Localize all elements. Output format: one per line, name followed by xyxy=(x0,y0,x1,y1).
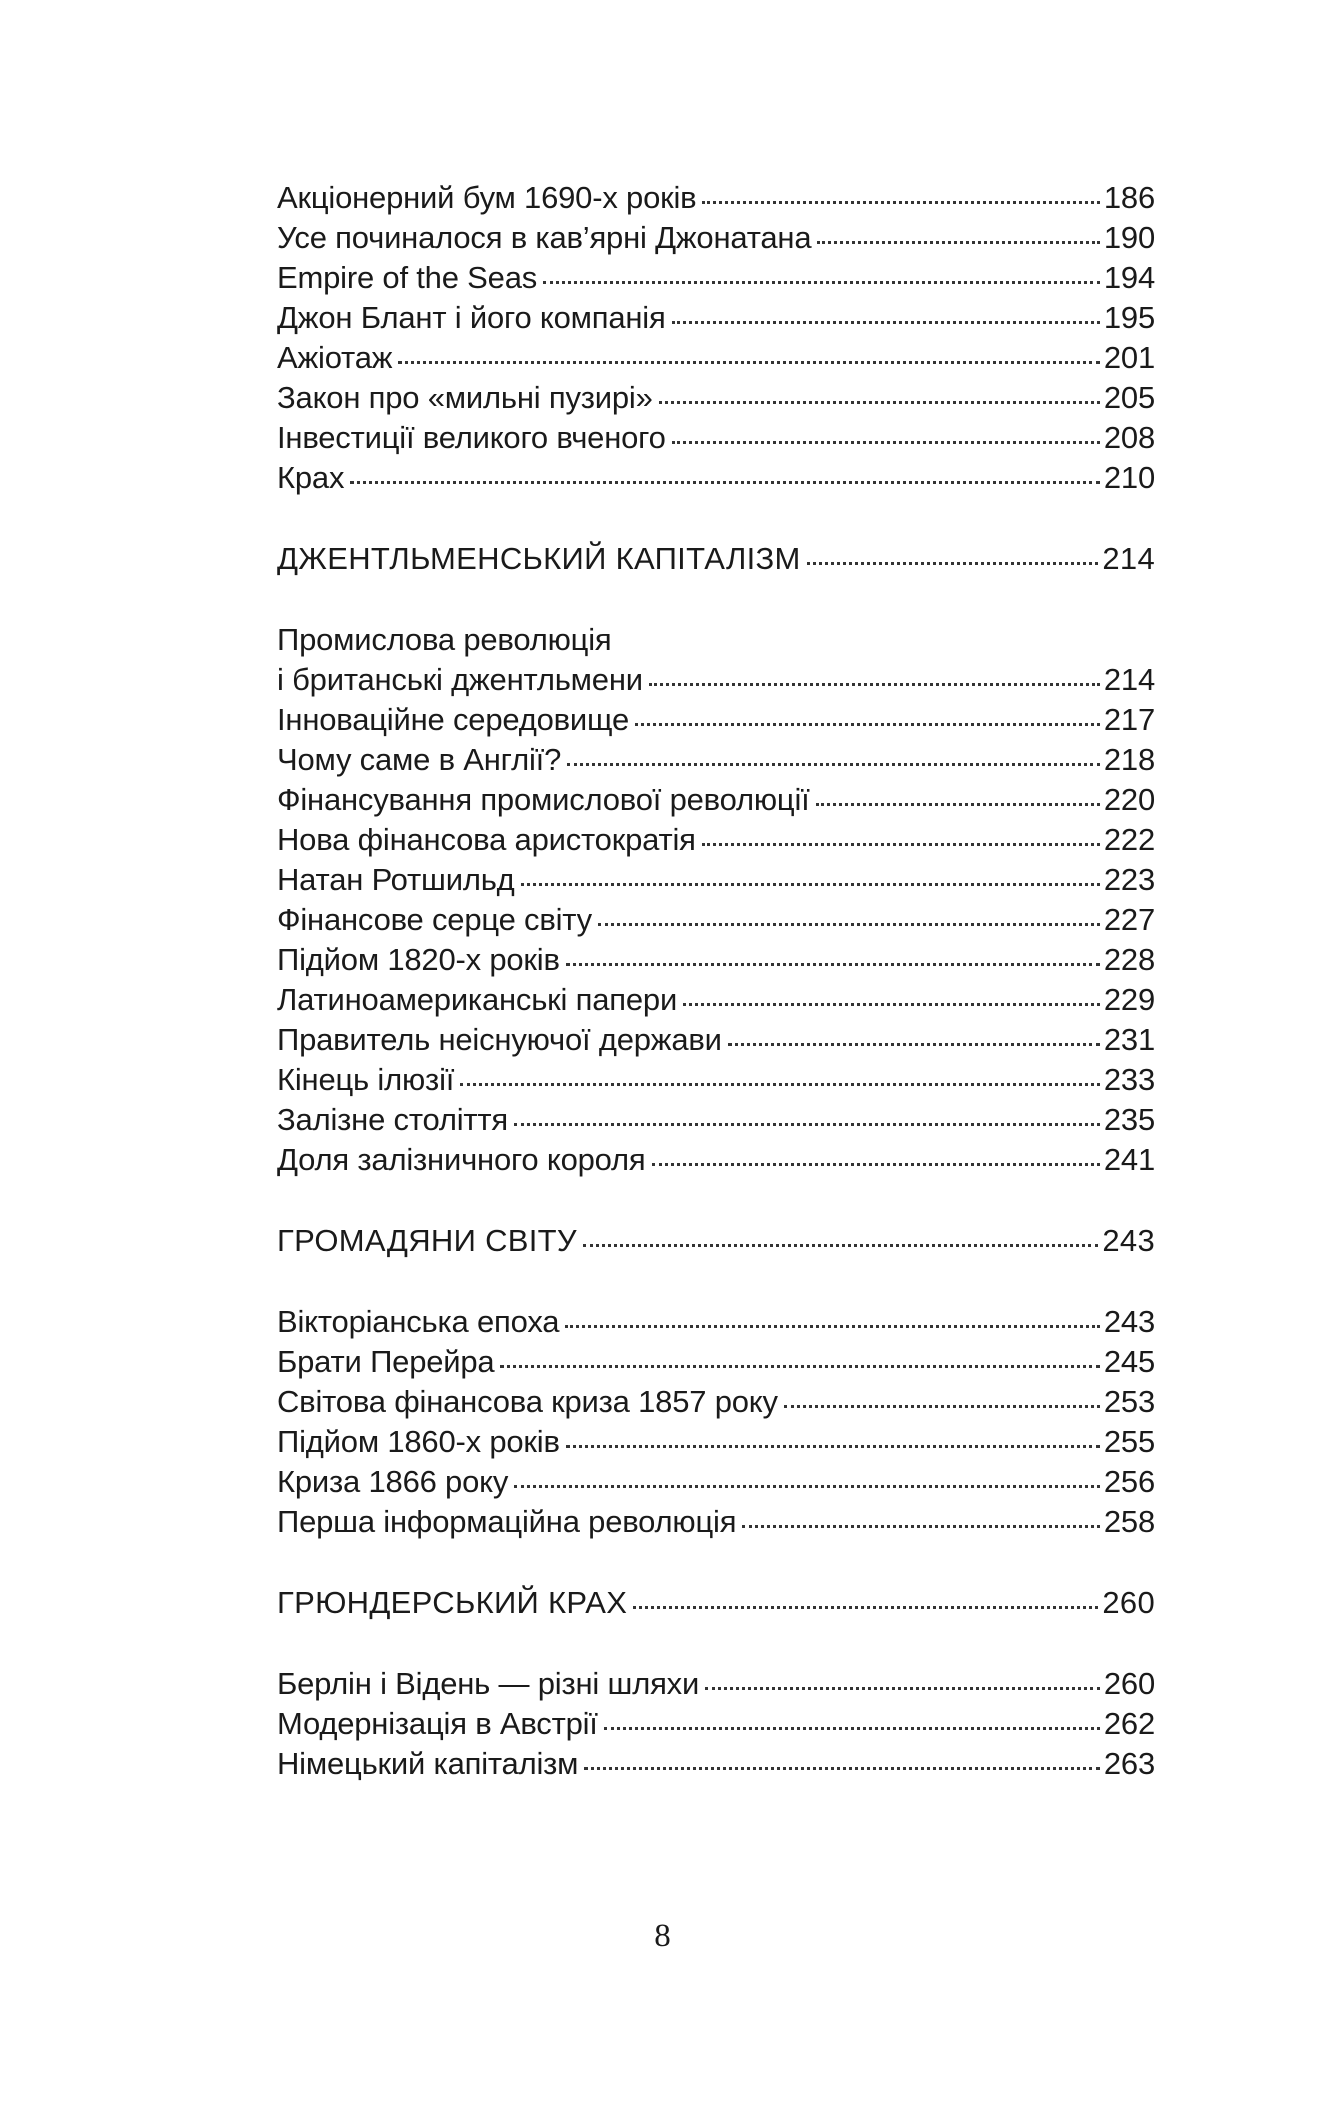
toc-group-4 xyxy=(277,1664,1155,1784)
table-of-contents xyxy=(277,178,1155,1784)
dot-leader xyxy=(816,803,1100,806)
toc-entry-title: Empire of the Seas xyxy=(277,260,538,295)
dot-leader xyxy=(398,361,1100,364)
toc-entry-head: Промислова революція xyxy=(277,622,612,657)
toc-entry-page: 205 xyxy=(1103,380,1155,415)
dot-leader xyxy=(514,1123,1100,1126)
dot-leader xyxy=(742,1525,1100,1528)
toc-entry xyxy=(277,660,1155,700)
toc-section-page: 243 xyxy=(1102,1223,1155,1258)
toc-entry-title: Фінансування промислової революції xyxy=(277,782,810,817)
toc-entry-page: 223 xyxy=(1103,862,1155,897)
toc-section-page: 214 xyxy=(1102,541,1155,576)
toc-entry xyxy=(277,218,1155,258)
toc-entry-title: Німецький капіталізм xyxy=(277,1746,579,1781)
toc-section-title: ДЖЕНТЛЬМЕНСЬКИЙ КАПІТАЛІЗМ xyxy=(277,541,801,576)
toc-entry-page: 253 xyxy=(1103,1384,1155,1419)
dot-leader xyxy=(784,1405,1100,1408)
toc-group-2 xyxy=(277,620,1155,1180)
dot-leader xyxy=(672,441,1100,444)
toc-entry-title: Світова фінансова криза 1857 року xyxy=(277,1384,778,1419)
dot-leader xyxy=(566,1445,1100,1448)
toc-entry-title: Підйом 1860-х років xyxy=(277,1424,560,1459)
toc-entry xyxy=(277,980,1155,1020)
toc-entry-title: Модернізація в Австрії xyxy=(277,1706,598,1741)
toc-entry xyxy=(277,458,1155,498)
toc-entry-page: 220 xyxy=(1103,782,1155,817)
dot-leader xyxy=(652,1163,1100,1166)
dot-leader xyxy=(807,562,1099,565)
toc-entry-title: Інвестиції великого вченого xyxy=(277,420,666,455)
toc-entry xyxy=(277,338,1155,378)
toc-entry xyxy=(277,1100,1155,1140)
toc-entry-page: 263 xyxy=(1103,1746,1155,1781)
toc-entry-page: 235 xyxy=(1103,1102,1155,1137)
toc-entry-page: 260 xyxy=(1103,1666,1155,1701)
dot-leader xyxy=(460,1083,1100,1086)
toc-section-title: ГРЮНДЕРСЬКИЙ КРАХ xyxy=(277,1585,628,1620)
toc-section-page: 260 xyxy=(1102,1585,1155,1620)
toc-section-heading xyxy=(277,1583,1155,1623)
toc-entry xyxy=(277,1704,1155,1744)
toc-entry-title: Натан Ротшильд xyxy=(277,862,515,897)
toc-entry xyxy=(277,378,1155,418)
toc-entry-title: Залізне століття xyxy=(277,1102,508,1137)
dot-leader xyxy=(500,1365,1099,1368)
toc-entry-page: 256 xyxy=(1103,1464,1155,1499)
toc-entry-title: Перша інформаційна революція xyxy=(277,1504,737,1539)
toc-section-heading xyxy=(277,539,1155,579)
toc-entry-page: 241 xyxy=(1103,1142,1155,1177)
toc-entry xyxy=(277,820,1155,860)
toc-group-1 xyxy=(277,178,1155,498)
toc-entry-title: Закон про «мильні пузирі» xyxy=(277,380,653,415)
dot-leader xyxy=(649,683,1100,686)
section-spacer xyxy=(277,1180,1155,1221)
section-spacer xyxy=(277,1261,1155,1302)
toc-entry-page: 222 xyxy=(1103,822,1155,857)
toc-entry-page: 217 xyxy=(1103,702,1155,737)
dot-leader xyxy=(521,883,1100,886)
dot-leader xyxy=(728,1043,1100,1046)
toc-entry-page: 201 xyxy=(1103,340,1155,375)
toc-entry-title: Кінець ілюзії xyxy=(277,1062,455,1097)
dot-leader xyxy=(566,963,1100,966)
toc-entry xyxy=(277,740,1155,780)
toc-entry-title: Крах xyxy=(277,460,345,495)
dot-leader xyxy=(514,1485,1100,1488)
dot-leader xyxy=(633,1606,1098,1609)
toc-entry xyxy=(277,700,1155,740)
toc-entry-title: Брати Перейра xyxy=(277,1344,495,1379)
dot-leader xyxy=(583,1244,1098,1247)
toc-entry-page: 190 xyxy=(1103,220,1155,255)
toc-entry xyxy=(277,900,1155,940)
page-number: 8 xyxy=(654,1918,671,1954)
toc-entry-title: і британські джентльмени xyxy=(277,662,643,697)
toc-entry xyxy=(277,780,1155,820)
toc-entry xyxy=(277,418,1155,458)
dot-leader xyxy=(635,723,1100,726)
toc-entry-page: 186 xyxy=(1103,180,1155,215)
toc-entry xyxy=(277,860,1155,900)
dot-leader xyxy=(705,1687,1100,1690)
toc-entry-title: Підйом 1820-х років xyxy=(277,942,560,977)
dot-leader xyxy=(702,201,1099,204)
dot-leader xyxy=(598,923,1100,926)
toc-entry-title: Інноваційне середовище xyxy=(277,702,630,737)
toc-entry-title: Криза 1866 року xyxy=(277,1464,509,1499)
toc-entry-page: 258 xyxy=(1103,1504,1155,1539)
section-spacer xyxy=(277,1542,1155,1583)
toc-entry-title: Вікторіанська епоха xyxy=(277,1304,560,1339)
toc-entry xyxy=(277,1020,1155,1060)
toc-entry-title: Фінансове серце світу xyxy=(277,902,592,937)
toc-entry xyxy=(277,1664,1155,1704)
toc-entry-title: Берлін і Відень — різні шляхи xyxy=(277,1666,700,1701)
dot-leader xyxy=(543,281,1100,284)
toc-entry-page: 229 xyxy=(1103,982,1155,1017)
toc-entry-page: 210 xyxy=(1103,460,1155,495)
toc-entry-title: Латиноамериканські папери xyxy=(277,982,678,1017)
toc-entry-page: 227 xyxy=(1103,902,1155,937)
section-spacer xyxy=(277,579,1155,620)
section-spacer xyxy=(277,498,1155,539)
toc-entry xyxy=(277,1744,1155,1784)
toc-entry xyxy=(277,1140,1155,1180)
toc-entry-title: Акціонерний бум 1690-х років xyxy=(277,180,697,215)
dot-leader xyxy=(567,763,1100,766)
toc-entry-page: 194 xyxy=(1103,260,1155,295)
toc-entry-title: Усе починалося в кав’ярні Джонатана xyxy=(277,220,812,255)
dot-leader xyxy=(672,321,1100,324)
toc-entry xyxy=(277,1382,1155,1422)
toc-entry-title: Ажіотаж xyxy=(277,340,393,375)
toc-entry xyxy=(277,1422,1155,1462)
toc-entry-page: 262 xyxy=(1103,1706,1155,1741)
toc-entry-page: 195 xyxy=(1103,300,1155,335)
toc-entry-title: Чому саме в Англії? xyxy=(277,742,562,777)
toc-entry xyxy=(277,940,1155,980)
toc-entry xyxy=(277,298,1155,338)
toc-entry xyxy=(277,1462,1155,1502)
toc-entry-title: Доля залізничного короля xyxy=(277,1142,646,1177)
toc-entry-title: Джон Блант і його компанія xyxy=(277,300,666,335)
toc-section-heading xyxy=(277,1221,1155,1261)
dot-leader xyxy=(350,481,1100,484)
dot-leader xyxy=(702,843,1100,846)
toc-entry-title: Нова фінансова аристократія xyxy=(277,822,696,857)
toc-section-title: ГРОМАДЯНИ СВІТУ xyxy=(277,1223,577,1258)
toc-entry-page: 208 xyxy=(1103,420,1155,455)
toc-group-3 xyxy=(277,1302,1155,1542)
dot-leader xyxy=(817,241,1099,244)
toc-entry xyxy=(277,1060,1155,1100)
toc-entry-title: Правитель неіснуючої держави xyxy=(277,1022,722,1057)
toc-entry-page: 218 xyxy=(1103,742,1155,777)
toc-entry xyxy=(277,1342,1155,1382)
toc-entry-page: 214 xyxy=(1103,662,1155,697)
dot-leader xyxy=(604,1727,1100,1730)
toc-entry-page: 255 xyxy=(1103,1424,1155,1459)
toc-entry-page: 231 xyxy=(1103,1022,1155,1057)
toc-entry xyxy=(277,258,1155,298)
toc-entry-page: 245 xyxy=(1103,1344,1155,1379)
dot-leader xyxy=(565,1325,1100,1328)
section-spacer xyxy=(277,1623,1155,1664)
dot-leader xyxy=(659,401,1100,404)
toc-entry xyxy=(277,1502,1155,1542)
dot-leader xyxy=(683,1003,1100,1006)
toc-entry xyxy=(277,1302,1155,1342)
toc-entry xyxy=(277,178,1155,218)
dot-leader xyxy=(584,1767,1100,1770)
toc-entry-page: 233 xyxy=(1103,1062,1155,1097)
toc-entry-page: 243 xyxy=(1103,1304,1155,1339)
toc-entry-page: 228 xyxy=(1103,942,1155,977)
